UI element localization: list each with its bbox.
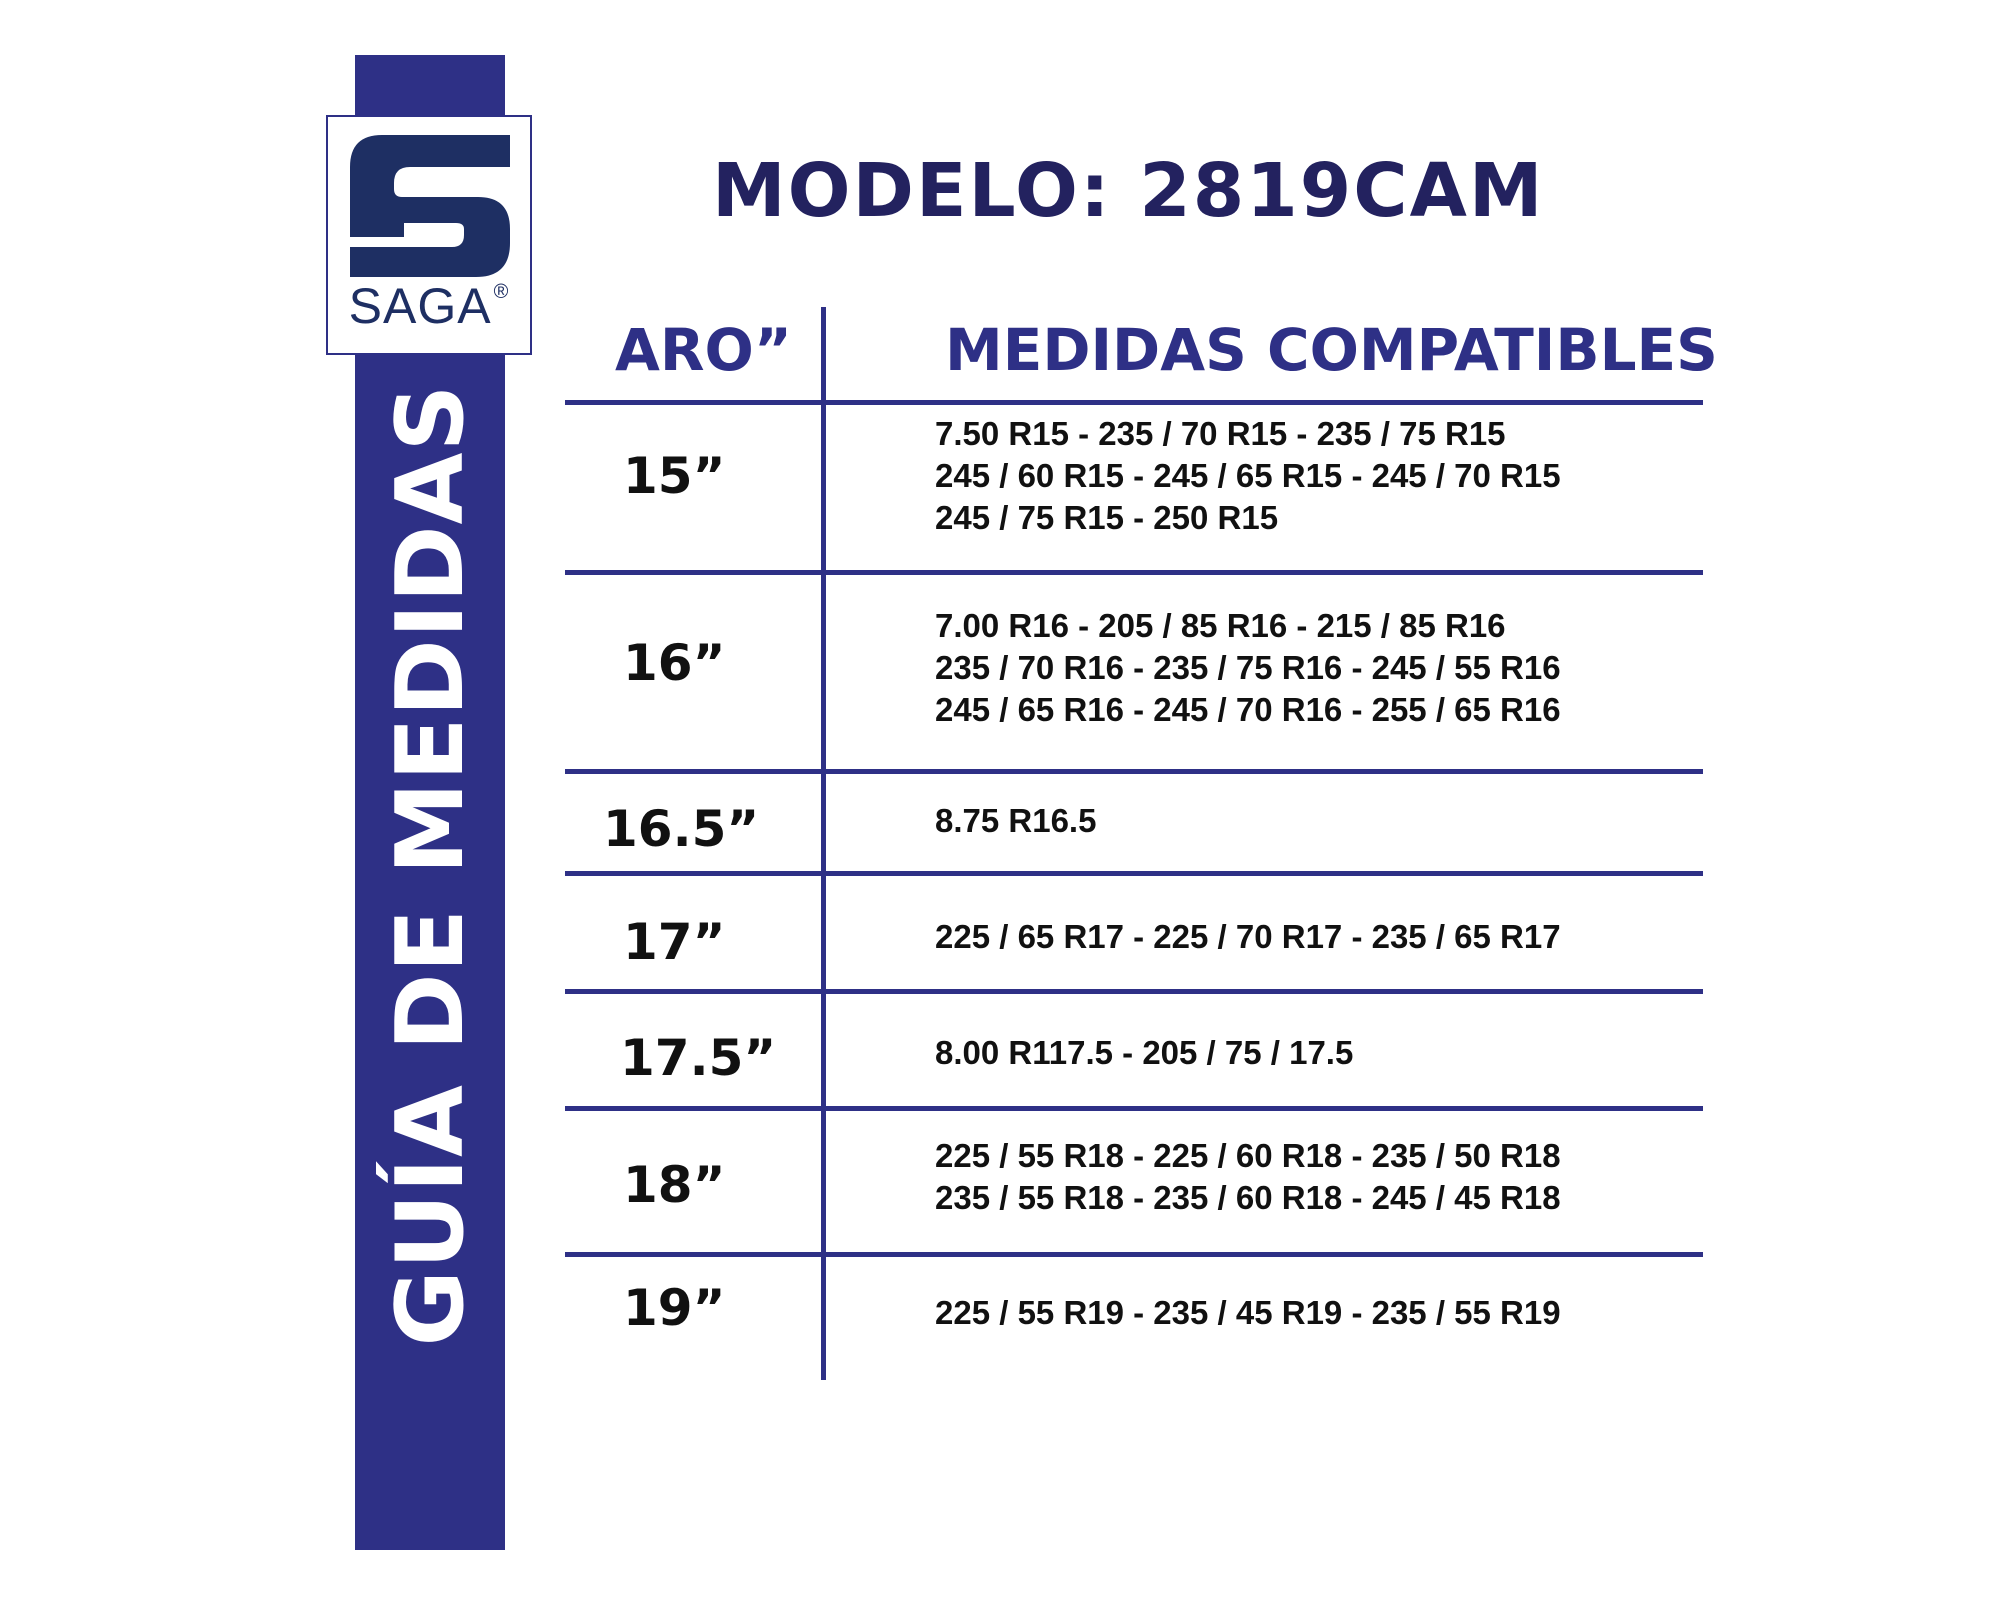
table-row-divider	[565, 871, 1703, 876]
table-row-divider	[565, 769, 1703, 774]
logo-wordmark: SAGA ®	[348, 278, 510, 334]
table-row-sizes	[935, 1032, 1353, 1074]
registered-mark: ®	[493, 281, 510, 303]
size-line: 235 / 55 R18 - 235 / 60 R18 - 245 / 45 R18	[935, 1179, 1561, 1216]
table-row-sizes	[935, 1292, 1561, 1334]
size-line: 7.00 R16 - 205 / 85 R16 - 215 / 85 R16	[935, 607, 1506, 644]
size-line: 235 / 70 R16 - 235 / 75 R16 - 245 / 55 R16	[935, 649, 1561, 686]
table-row-divider	[565, 1252, 1703, 1257]
brand-logo	[326, 115, 532, 355]
table-row-divider	[565, 570, 1703, 575]
column-header-sizes: MEDIDAS COMPATIBLES	[945, 316, 1718, 384]
table-row-rim: 15”	[623, 447, 726, 505]
table-row-sizes	[935, 605, 1561, 731]
table-row-rim: 19”	[623, 1279, 726, 1337]
table-row-divider	[565, 989, 1703, 994]
size-line: 225 / 55 R18 - 225 / 60 R18 - 235 / 50 R18	[935, 1137, 1561, 1174]
saga-logo-icon	[342, 131, 518, 281]
size-line: 245 / 75 R15 - 250 R15	[935, 499, 1279, 536]
table-row-rim: 17.5”	[620, 1029, 777, 1087]
table-row-sizes	[935, 916, 1561, 958]
table-row-rim: 16”	[623, 634, 726, 692]
size-line: 7.50 R15 - 235 / 70 R15 - 235 / 75 R15	[935, 415, 1506, 452]
table-row-divider	[565, 1106, 1703, 1111]
table-column-divider	[821, 307, 826, 1380]
table-row-rim: 17”	[623, 913, 726, 971]
table-row-sizes	[935, 413, 1561, 539]
table-row-rim: 18”	[623, 1156, 726, 1214]
size-line: 225 / 65 R17 - 225 / 70 R17 - 235 / 65 R17	[935, 918, 1561, 955]
table-row-divider	[565, 400, 1703, 405]
size-line: 245 / 65 R16 - 245 / 70 R16 - 255 / 65 R16	[935, 691, 1561, 728]
size-line: 8.75 R16.5	[935, 802, 1097, 839]
size-line: 8.00 R117.5 - 205 / 75 / 17.5	[935, 1034, 1354, 1071]
guide-vertical-title: GUÍA DE MEDIDAS	[376, 383, 484, 1347]
page-title: MODELO: 2819CAM	[712, 148, 1545, 234]
table-row-rim: 16.5”	[603, 800, 760, 858]
size-line: 225 / 55 R19 - 235 / 45 R19 - 235 / 55 R19	[935, 1294, 1561, 1331]
size-line: 245 / 60 R15 - 245 / 65 R15 - 245 / 70 R15	[935, 457, 1561, 494]
column-header-rim: ARO”	[615, 316, 792, 384]
table-row-sizes	[935, 800, 1096, 842]
table-row-sizes	[935, 1135, 1561, 1219]
